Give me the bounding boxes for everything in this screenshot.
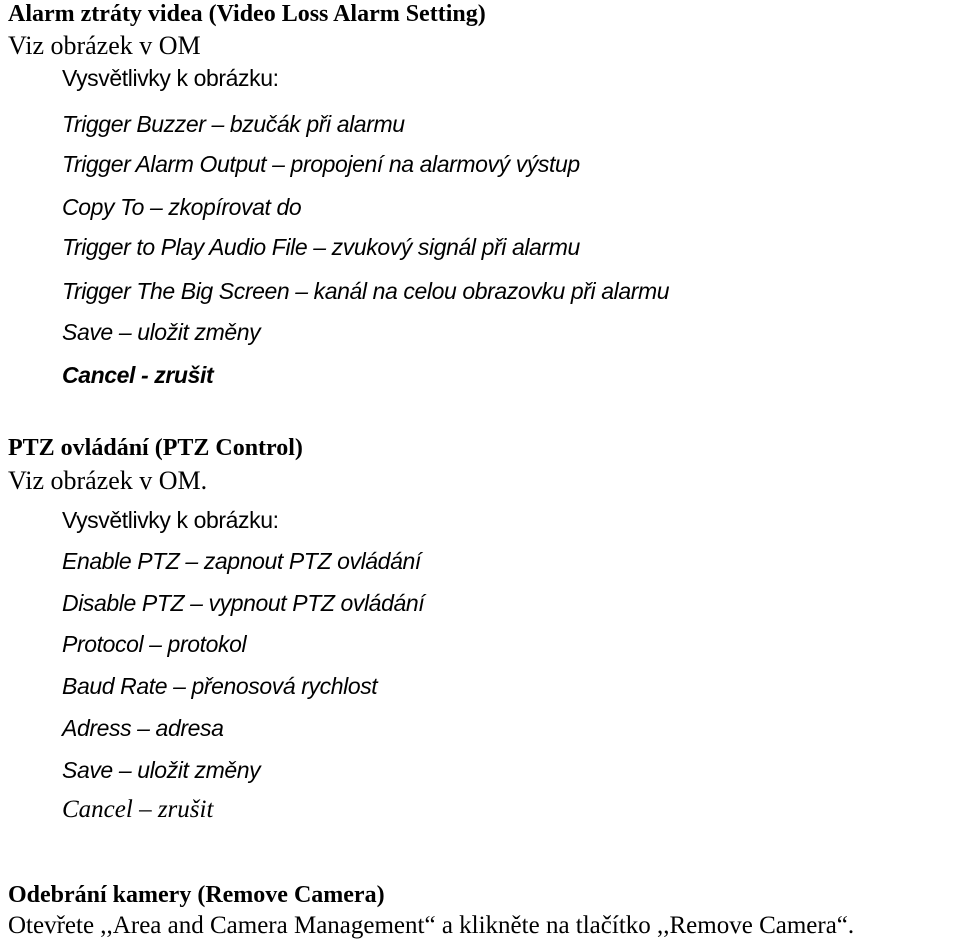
see-figure-note: Viz obrázek v OM. <box>8 466 208 495</box>
list-item: Trigger Buzzer – bzučák při alarmu <box>62 111 405 137</box>
list-item: Copy To – zkopírovat do <box>62 194 302 220</box>
list-item: Trigger to Play Audio File – zvukový signál při alarmu <box>62 234 580 260</box>
list-item: Save – uložit změny <box>62 319 261 345</box>
list-item: Cancel – zrušit <box>62 796 214 823</box>
legend-title: Vysvětlivky k obrázku: <box>62 507 279 533</box>
list-item: Baud Rate – přenosová rychlost <box>62 673 378 699</box>
section-heading-remove-camera: Odebrání kamery (Remove Camera) <box>8 882 385 908</box>
list-item: Cancel - zrušit <box>62 362 214 388</box>
legend-title: Vysvětlivky k obrázku: <box>62 65 279 91</box>
list-item: Trigger The Big Screen – kanál na celou obrazovku při alarmu <box>62 278 670 304</box>
section-heading-ptz-control: PTZ ovládání (PTZ Control) <box>8 435 303 461</box>
list-item: Protocol – protokol <box>62 631 247 657</box>
see-figure-note: Viz obrázek v OM <box>8 31 201 60</box>
instruction-text: Otevřete ,,Area and Camera Management“ a klikněte na tlačítko ,,Remove Camera“. <box>8 912 855 939</box>
list-item: Trigger Alarm Output – propojení na alarmový výstup <box>62 151 580 177</box>
list-item: Adress – adresa <box>62 715 224 741</box>
section-heading-video-loss-alarm: Alarm ztráty videa (Video Loss Alarm Setting) <box>8 1 486 27</box>
list-item: Disable PTZ – vypnout PTZ ovládání <box>62 590 425 616</box>
list-item: Enable PTZ – zapnout PTZ ovládání <box>62 548 421 574</box>
list-item: Save – uložit změny <box>62 757 261 783</box>
